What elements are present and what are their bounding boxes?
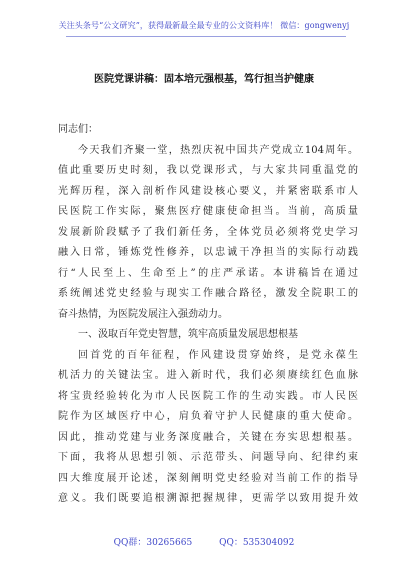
paragraph-line: 民医院工作实际，聚焦医疗健康使命担当。当前，高质量 [58, 206, 358, 217]
paragraph-line: 因此，推动党建与业务深度融合，关键在夯实思想根基。 [58, 431, 358, 443]
header-divider [66, 36, 346, 37]
paragraph-line: 今天我们齐聚一堂，热烈庆祝中国共产党成立104周年。 [78, 144, 358, 156]
paragraph-line: 意义。我们既要追根溯源把握规律，更需学以致用提升效 [58, 493, 358, 504]
document-title: 医院党课讲稿：固本培元强根基，笃行担当护健康 [94, 74, 314, 85]
paragraph-line: 下面，我将从思想引领、示范带头、问题导向、纪律约束 [58, 452, 358, 463]
paragraph-line: 光辉历程，深入剖析作风建设核心要义，并紧密联系市人 [58, 185, 358, 197]
paragraph-line: 院作为区域医疗中心，肩负着守护人民健康的重大使命。 [58, 411, 358, 422]
paragraph-line: 系统阐述党史经验与现实工作融合路径，激发全院职工的 [58, 288, 358, 299]
paragraph-line: 融入日常，锤炼党性修养，以忠诚干净担当的实际行动践 [58, 247, 358, 258]
footer-qq: QQ：535304092 [219, 538, 295, 548]
paragraph-line: 奋斗热情，为医院发展注入强劲动力。 [58, 308, 228, 320]
footer-qq-group: QQ群：30265665 [113, 538, 193, 548]
document-body [58, 120, 358, 510]
header-banner: 关注头条号“公文研究”，获得最新最全最专业的公文资料库！ 微信：gongwenyj [58, 21, 350, 30]
paragraph-line: 发展新阶段赋予了我们新任务，全体党员必须将党史学习 [58, 226, 358, 238]
section-heading: 一、汲取百年党史智慧，筑牢高质量发展思想根基 [78, 329, 298, 340]
paragraph-line: 回首党的百年征程，作风建设贯穿始终，是党永葆生 [78, 349, 358, 361]
paragraph-line: 四大维度展开论述，深刻阐明党史经验对当前工作的指导 [58, 472, 358, 484]
salutation-line: 同志们： [58, 124, 98, 135]
footer-contact [0, 535, 408, 548]
paragraph-line: 行“人民至上、生命至上”的庄严承诺。本讲稿旨在通过 [58, 267, 358, 279]
paragraph-line: 值此重要历史时刻，我以党课形式，与大家共同重温党的 [58, 165, 358, 176]
paragraph-line: 机活力的关键法宝。进入新时代，我们必须赓续红色血脉 [58, 370, 358, 381]
paragraph-line: 将宝贵经验转化为市人民医院工作的生动实践。市人民医 [58, 390, 358, 402]
